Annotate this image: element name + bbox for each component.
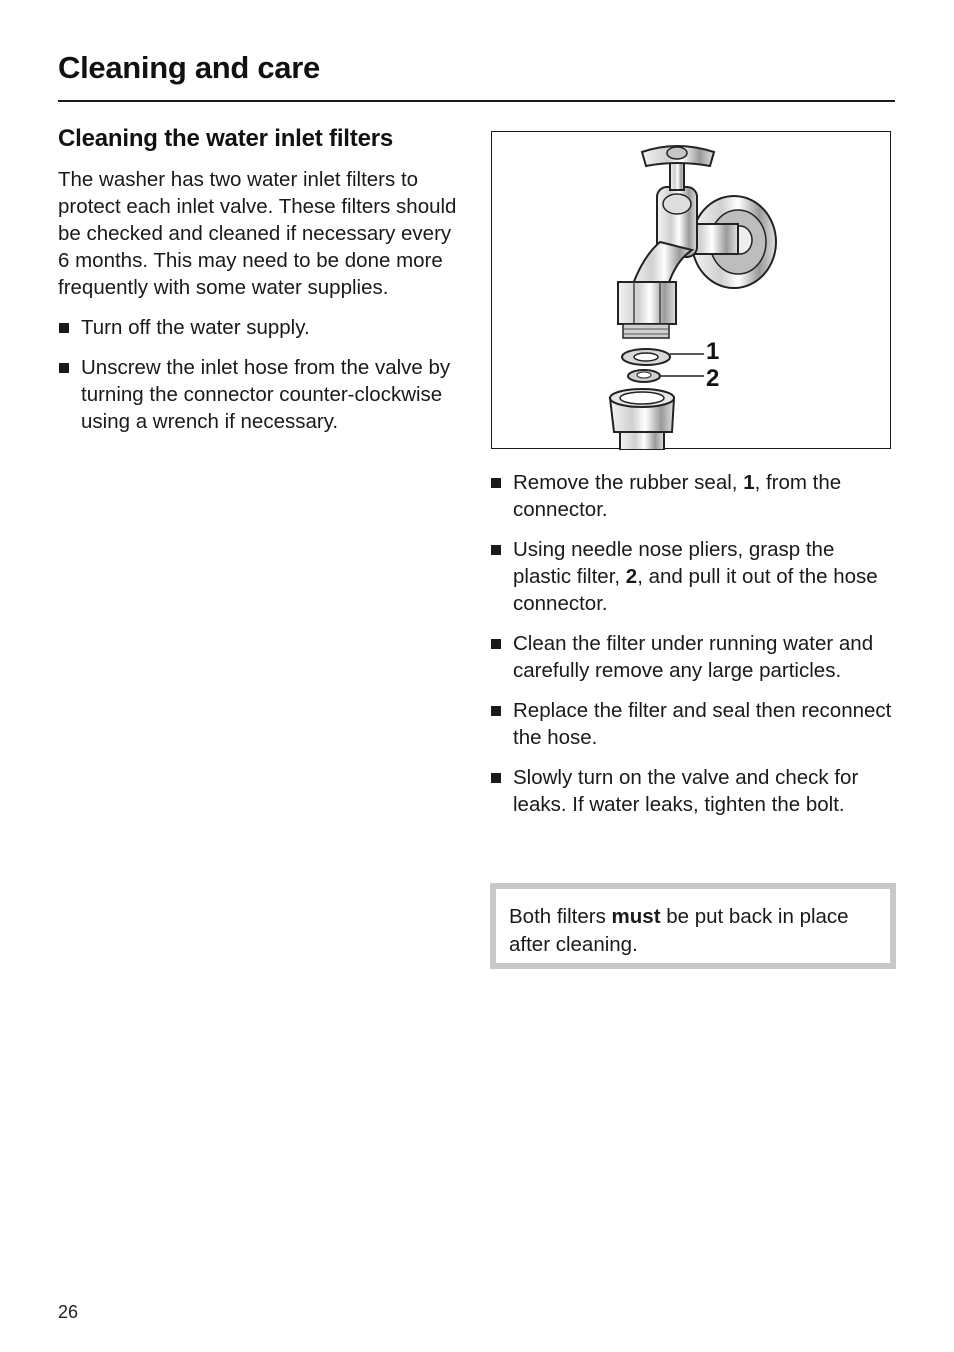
step-text: Turn off the water supply. [81,316,310,339]
page-title: Cleaning and care [58,50,320,85]
square-bullet-icon [491,545,501,555]
list-item [58,354,468,435]
right-steps-list [490,469,895,818]
square-bullet-icon [491,639,501,649]
square-bullet-icon [491,773,501,783]
note-box: Both filters must be put back in place after cleaning. [490,883,896,969]
square-bullet-icon [491,706,501,716]
list-item [58,314,468,341]
list-item [490,697,895,751]
list-item [490,469,895,523]
faucet-filter-figure [491,131,891,449]
square-bullet-icon [59,323,69,333]
step-text: Using needle nose pliers, grasp the plastic filter, 2, and pull it out of the hose connector. [513,538,878,615]
right-column [490,469,895,831]
step-text: Unscrew the inlet hose from the valve by turning the connector counter-clockwise using a wrench if necessary. [81,356,451,433]
callout-2: 2 [706,365,720,392]
faucet-filter-diagram-icon [492,132,892,450]
square-bullet-icon [491,478,501,488]
step-text: Clean the filter under running water and carefully remove any large particles. [513,632,874,682]
list-item [490,630,895,684]
square-bullet-icon [59,363,69,373]
list-item [490,536,895,617]
step-text: Slowly turn on the valve and check for leaks. If water leaks, tighten the bolt. [513,766,859,816]
callout-1: 1 [706,338,720,365]
left-steps-list [58,314,468,435]
left-column [58,125,468,448]
step-text: Replace the filter and seal then reconnect the hose. [513,699,892,749]
list-item [490,764,895,818]
page-number: 26 [58,1302,79,1322]
title-rule [58,100,895,102]
intro-paragraph: The washer has two water inlet filters to protect each inlet valve. These filters should be checked and cleaned if necessary every 6 months. This may need to be done more frequently with some water supplies. [58,168,457,299]
section-heading: Cleaning the water inlet filters [58,125,394,152]
step-text: Remove the rubber seal, 1, from the connector. [513,471,842,521]
